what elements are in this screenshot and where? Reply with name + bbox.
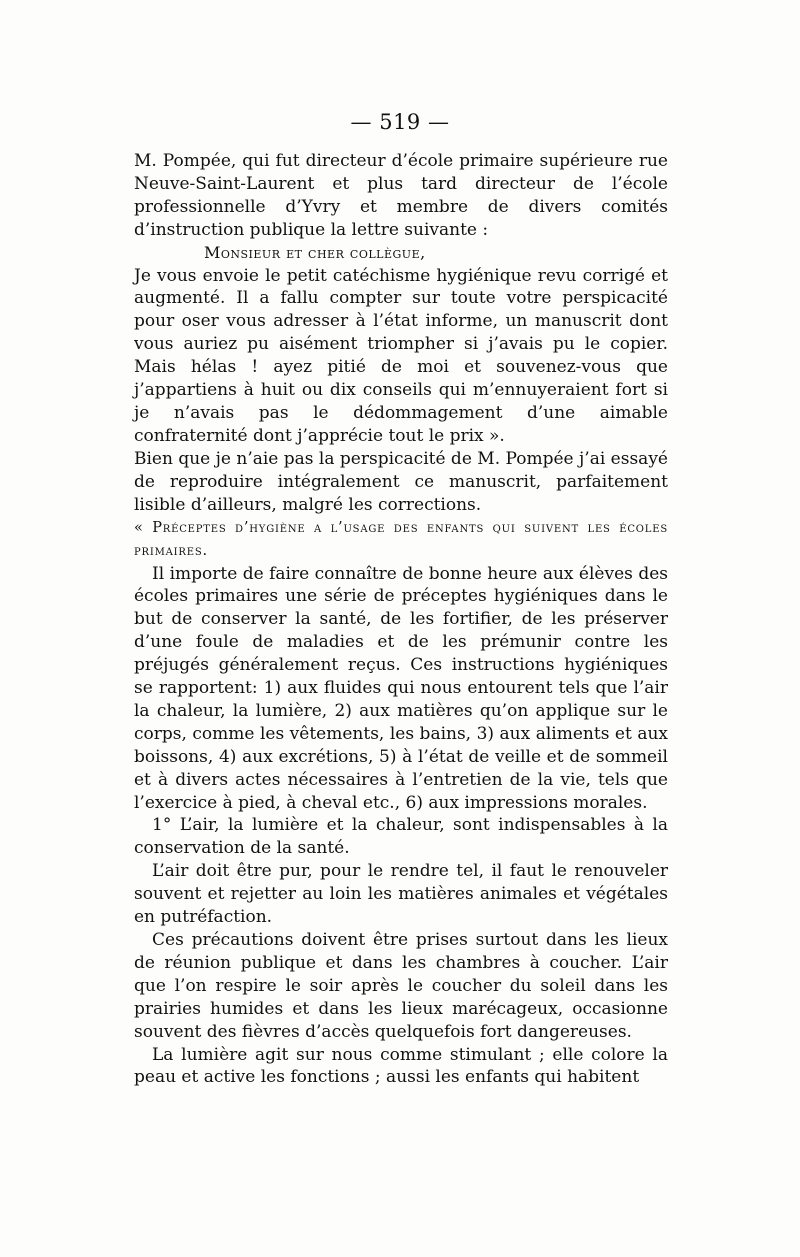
reply-paragraph: Bien que je n’aie pas la perspicacité de M. Pompée j’ai essayé de reproduire intégralement ce manuscrit, parfaitement lisible d’ailleurs, malgré les corrections. xyxy=(134,448,668,515)
section-title: « Préceptes d’hygiène a l’usage des enfants qui suivent les écoles primaires. xyxy=(134,519,668,559)
body-paragraph-4: Ces précautions doivent être prises surtout dans les lieux de réunion publique et dans les chambres à coucher. L’air que l’on respire le soir après le coucher du soleil dans les prairies humides et dans les lieux marécageux, occasionne souvent des fièvres d’accès quelquefois fort dangereuses. xyxy=(134,930,668,1042)
page-body xyxy=(134,150,668,1089)
body-paragraph-2: 1° L’air, la lumière et la chaleur, sont indispensables à la conservation de la santé. xyxy=(134,815,668,859)
body-paragraph-5: La lumière agit sur nous comme stimulant ; elle colore la peau et active les fonctions ; aussi les enfants qui habitent xyxy=(134,1044,668,1088)
intro-paragraph: M. Pompée, qui fut directeur d’école primaire supérieure rue Neuve-Saint-Laurent et plus tard directeur de l’école professionnelle d’Yvry et membre de divers comités d’instruction publique la lettre suivante : xyxy=(134,151,668,240)
page-number: — 519 — xyxy=(350,110,450,134)
body-paragraph-1: Il importe de faire connaître de bonne heure aux élèves des écoles primaires une série de préceptes hygiéniques dans le but de conserver la santé, de les fortifier, de les préserver d’une foule de maladies et de les prémunir contre les préjugés généralement reçus. Ces instructions hygiéniques se rapportent: 1) aux fluides qui nous entourent tels que l’air la chaleur, la lumière, 2) aux matières qu’on applique sur le corps, comme les vêtements, les bains, 3) aux aliments et aux boissons, 4) aux excrétions, 5) à l’état de veille et de sommeil et à divers actes nécessaires à l’entretien de la vie, tels que l’exercice à pied, à cheval etc., 6) aux impressions morales. xyxy=(134,563,668,813)
letter-paragraph: Je vous envoie le petit catéchisme hygiénique revu corrigé et augmenté. Il a fallu compter sur toute votre perspicacité pour oser vous adresser à l’état informe, un manuscrit dont vous auriez pu aisément triompher si j’avais pu le copier. Mais hélas ! ayez pitié de moi et souvenez-vous que j’appartiens à huit ou dix conseils qui m’ennuyeraient fort si je n’avais pas le dédommagement d’une aimable confraternité dont j’apprécie tout le prix ». xyxy=(134,265,668,446)
body-paragraph-3: L’air doit être pur, pour le rendre tel, il faut le renouveler souvent et rejetter au loin les matières animales et végétales en putréfaction. xyxy=(134,861,668,928)
letter-salutation: Monsieur et cher collègue, xyxy=(204,242,426,262)
